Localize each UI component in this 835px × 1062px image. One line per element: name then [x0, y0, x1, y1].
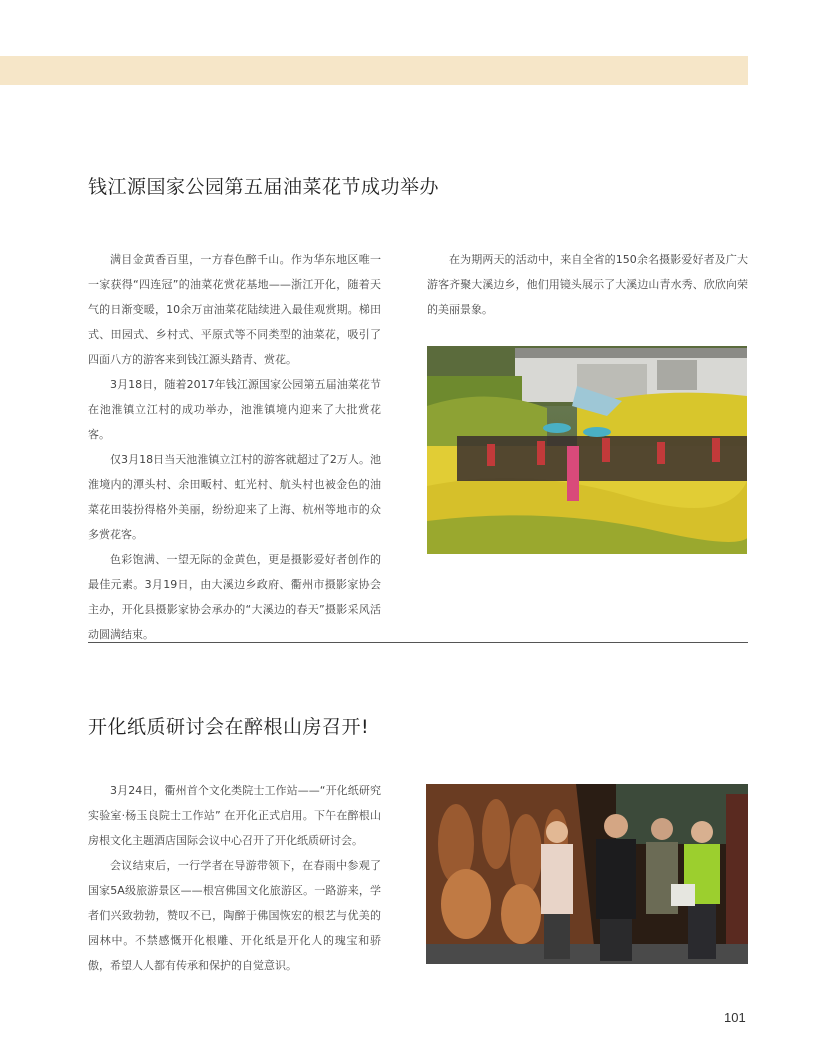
article1-title: 钱江源国家公园第五届油菜花节成功举办: [88, 176, 440, 198]
article2-column: [88, 778, 381, 978]
page-number: 101: [724, 1010, 746, 1025]
scholars-visit-image: [426, 784, 748, 964]
article1-right-column: [427, 247, 748, 322]
scholars-visit-photo: [426, 784, 748, 964]
top-color-band: [0, 56, 748, 85]
article2-title: 开化纸质研讨会在醉根山房召开!: [88, 716, 370, 738]
article1-paragraph: 仅3月18日当天池淮镇立江村的游客就超过了2万人。池淮境内的潭头村、余田畈村、虹光村、航头村也被金色的油菜花田装扮得格外美丽，纷纷迎来了上海、杭州等地市的众多赏花客。: [88, 453, 381, 541]
article1-paragraph: 满目金黄香百里，一方春色醉千山。作为华东地区唯一一家获得“四连冠”的油菜花赏花基地——浙江开化，随着天气的日渐变暖，10余万亩油菜花陆续进入最佳观赏期。梯田式、田园式、乡村式、平原式等不同类型的油菜花，吸引了四面八方的游客来到钱江源头踏青、赏花。: [88, 253, 381, 366]
article2-paragraph: 3月24日，衢州首个文化类院士工作站——“开化纸研究实验室·杨玉良院士工作站” 在开化正式启用。下午在醉根山房根文化主题酒店国际会议中心召开了开化纸质研讨会。: [88, 784, 381, 847]
article1-left-column: [88, 247, 381, 647]
article2-paragraph: 会议结束后，一行学者在导游带领下，在春雨中参观了国家5A级旅游景区——根宫佛国文化旅游区。一路游来，学者们兴致勃勃，赞叹不已，陶醉于佛国恢宏的根艺与优美的园林中。不禁感慨开化根雕、开化纸是开化人的瑰宝和骄傲，希望人人都有传承和保护的自觉意识。: [88, 859, 381, 972]
section-divider: [88, 642, 748, 643]
rapeseed-festival-photo: [427, 346, 747, 554]
article1-paragraph: 在为期两天的活动中，来自全省的150余名摄影爱好者及广大游客齐聚大溪边乡，他们用镜头展示了大溪边山青水秀、欣欣向荣的美丽景象。: [427, 253, 748, 316]
article1-paragraph: 色彩饱满、一望无际的金黄色，更是摄影爱好者创作的最佳元素。3月19日，由大溪边乡政府、衢州市摄影家协会主办，开化县摄影家协会承办的“大溪边的春天”摄影采风活动圆满结束。: [88, 553, 381, 641]
article1-paragraph: 3月18日，随着2017年钱江源国家公园第五届油菜花节在池淮镇立江村的成功举办，池淮镇境内迎来了大批赏花客。: [88, 378, 381, 441]
rapeseed-festival-image: [427, 346, 747, 554]
